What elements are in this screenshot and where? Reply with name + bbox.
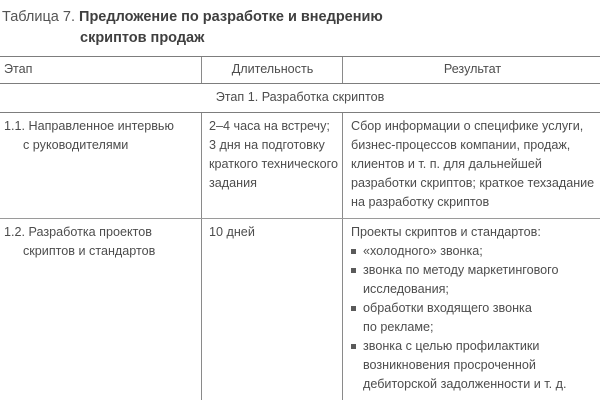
table-header-row xyxy=(0,57,600,83)
row-stage-cell xyxy=(0,113,201,218)
list-item-line: «холодного» звонка; xyxy=(363,244,483,258)
row-result-cell xyxy=(342,113,600,218)
row-result-cell xyxy=(342,219,600,400)
duration-line: 2–4 часа на встречу; xyxy=(209,119,330,133)
list-item xyxy=(351,299,594,337)
result-line: Сбор информации о специфике услуги, xyxy=(351,119,584,133)
list-item-line: звонка по методу маркетингового xyxy=(363,263,559,277)
result-lead-text: Проекты скриптов и стандартов: xyxy=(351,225,541,239)
stage-text xyxy=(4,117,195,155)
result-bullet-list xyxy=(351,242,594,394)
row-duration-cell xyxy=(201,113,342,218)
header-cell-stage: Этап xyxy=(4,62,33,76)
list-item-line: исследования; xyxy=(363,282,449,296)
result-line: разработки скриптов; краткое техзадание xyxy=(351,176,595,190)
list-item-line: дебиторской задолженности и т. д. xyxy=(363,377,567,391)
result-line: на разработку скриптов xyxy=(351,195,490,209)
list-item xyxy=(351,337,594,394)
result-line: клиентов и т. п. для дальнейшей xyxy=(351,157,542,171)
stage-text-line-2: скриптов и стандартов xyxy=(23,244,156,258)
stage-text-line-1: 1.1. Направленное интервью xyxy=(4,119,174,133)
list-item-line: по рекламе; xyxy=(363,320,434,334)
list-item xyxy=(351,242,594,261)
stage-text xyxy=(4,223,195,261)
duration-line: краткого технического xyxy=(209,157,338,171)
square-bullet-icon xyxy=(351,344,356,349)
duration-cell-spacer xyxy=(209,193,336,212)
square-bullet-icon xyxy=(351,268,356,273)
row-duration-cell xyxy=(201,219,342,400)
square-bullet-icon xyxy=(351,249,356,254)
caption-title-line-2: скриптов продаж xyxy=(80,30,205,46)
header-cell-result: Результат xyxy=(342,57,600,83)
result-line: бизнес-процессов компании, продаж, xyxy=(351,138,571,152)
stage-band-row: Этап 1. Разработка скриптов xyxy=(215,90,385,104)
header-cell-duration: Длительность xyxy=(201,57,342,83)
list-item-line: возникновения просроченной xyxy=(363,358,536,372)
list-item xyxy=(351,261,594,299)
table-row xyxy=(0,219,600,400)
table-caption xyxy=(0,0,600,49)
stage-text-line-1: 1.2. Разработка проектов xyxy=(4,225,152,239)
duration-line: задания xyxy=(209,176,257,190)
list-item-line: звонка с целью профилактики xyxy=(363,339,540,353)
list-item-line: обработки входящего звонка xyxy=(363,301,532,315)
square-bullet-icon xyxy=(351,306,356,311)
duration-line: 10 дней xyxy=(209,225,255,239)
proposal-table xyxy=(0,56,600,400)
row-stage-cell xyxy=(0,219,201,400)
table-row xyxy=(0,113,600,218)
caption-title-line-1: Предложение по разработке и внедрению xyxy=(79,9,383,25)
caption-line-1 xyxy=(2,7,592,28)
duration-line: 3 дня на подготовку xyxy=(209,138,325,152)
caption-number: Таблица 7. xyxy=(2,9,75,25)
stage-text-line-2: с руководителями xyxy=(23,138,129,152)
